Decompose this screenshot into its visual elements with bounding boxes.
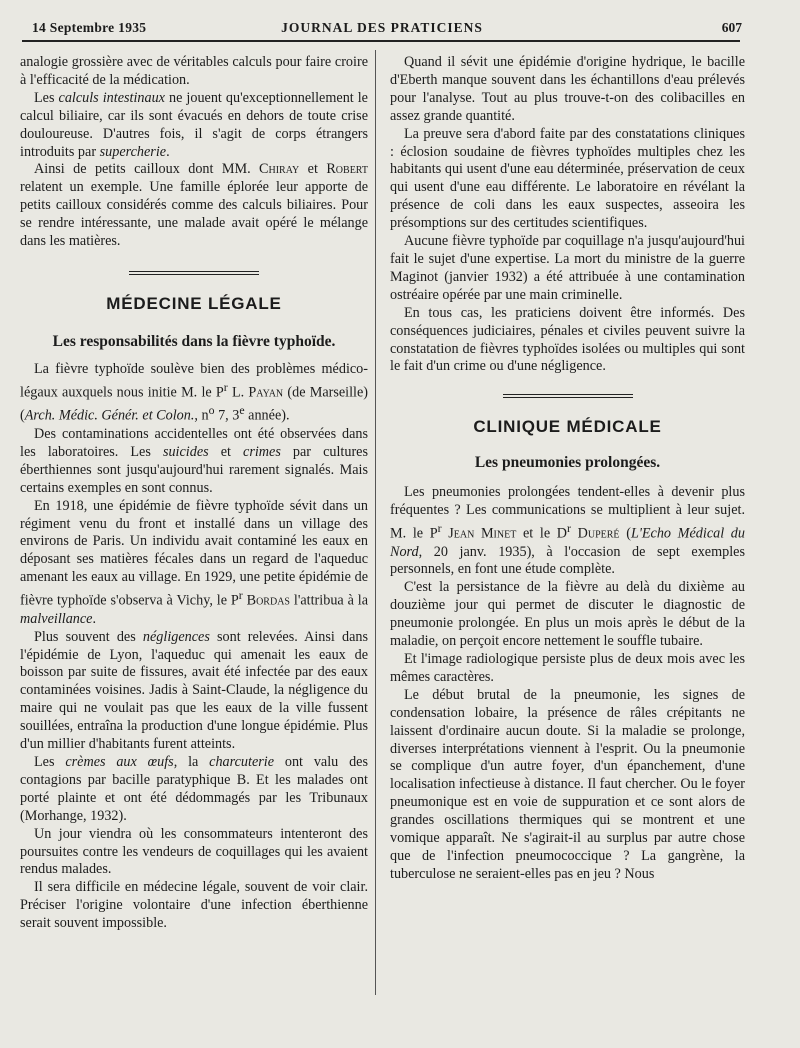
paragraph: La preuve sera d'abord faite par des constatations cliniques : éclosion soudaine de fièvres typhoïdes multiples chez les habitants qui usent d'une eau déterminée, préservation de ceux qui usent d'une eau différente. Le laboratoire en révélant la présence de coli dans les eaux suspectes, asseoira les présomptions sur des certitudes scientifiques. bbox=[390, 125, 745, 232]
page-header bbox=[22, 16, 742, 38]
paragraph: analogie grossière avec de véritables calculs pour faire croire à l'efficacité de la médication. bbox=[20, 54, 368, 88]
article-title: Les responsabilités dans la fièvre typhoïde. bbox=[52, 332, 336, 350]
journal-title: JOURNAL DES PRATICIENS bbox=[281, 20, 483, 35]
paragraph: Les crèmes aux œufs, la charcuterie ont valu des contagions par bacille paratyphique B. Et les malades ont porté plainte et ont été dédommagés par les Tribunaux (Morhange, 1932). bbox=[20, 754, 369, 824]
section-title-clinique-medicale: CLINIQUE MÉDICALE bbox=[473, 417, 662, 437]
paragraph: Aucune fièvre typhoïde par coquillage n'a jusqu'aujourd'hui fait le sujet d'une expertise. La mort du ministre de la guerre Maginot (janvier 1932) a été attribuée à une contamination ostréaire opérée par une main criminelle. bbox=[390, 233, 745, 303]
page-number: 607 bbox=[721, 20, 742, 35]
paragraph: Les pneumonies prolongées tendent-elles à devenir plus fréquentes ? Les communications se multiplient à leur sujet. M. le $P^r$ Jean Minet et le $D^r$ Duperé (L'Echo Médical du Nord, 20 janv. 1935), à l'occasion de sept exemples personnels, en font une étude complète. bbox=[390, 484, 745, 578]
paragraph: C'est la persistance de la fièvre au delà du dixième au douzième jour qui permet de discuter le diagnostic de pneumonie prolongée. En plus un mois après le début de la maladie, on perçoit encore nettement le souffle tubaire. bbox=[390, 579, 745, 650]
paragraph: Quand il sévit une épidémie d'origine hydrique, le bacille d'Eberth manque souvent dans les échantillons d'eau prélevés pour l'analyse. Tout au plus trouve-t-on des colibacilles en assez grande quantité. bbox=[390, 54, 745, 124]
section-title-medecine-legale: MÉDECINE LÉGALE bbox=[106, 293, 282, 313]
article-title: Les pneumonies prolongées. bbox=[474, 454, 661, 472]
left-column bbox=[20, 54, 368, 933]
paragraph: Il sera difficile en médecine légale, souvent de voir clair. Préciser l'origine volontaire d'une infection éberthienne serait souvent impossible. bbox=[20, 879, 368, 932]
column-divider bbox=[375, 50, 376, 995]
issue-date: 14 Septembre 1935 bbox=[32, 20, 147, 35]
right-column bbox=[390, 54, 745, 884]
paragraph: La fièvre typhoïde soulève bien des problèmes médico-légaux auxquels nous initie M. le $P^r$ L. Payan (de Marseille) (Arch. Médic. Génér. et Colon., $n^o$ 7, 3e année). bbox=[20, 360, 369, 425]
header-rule bbox=[22, 40, 740, 42]
paragraph: Plus souvent des négligences sont relevées. Ainsi dans l'épidémie de Lyon, l'aqueduc qui amenait les eaux de boisson par suite de fissures, avait été infectée par des eaux contaminées voisines. Jadis à Saint-Claude, la négligence du maire qui ne voulait pas que les eaux de la ville fussent souillées, entraîna la production d'une longue épidémie. Plus d'un millier d'habitants furent atteints. bbox=[20, 628, 369, 753]
paragraph: En 1918, une épidémie de fièvre typhoïde sévit dans un régiment venu du front et installé dans un village des environs de Paris. Un individu avait contaminé les eaux en déposant ses matières fécales dans un regard de l'aqueduc amenant les eaux au village. En 1929, une petite épidémie de fièvre typhoïde s'observa à Vichy, le $P^r$ Bordas l'attribua à la malveillance. bbox=[20, 497, 368, 627]
paragraph: Les calculs intestinaux ne jouent qu'exceptionnellement le calcul biliaire, car ils sont évacués en dehors de toute crise douloureuse. D'autres fois, il s'agit de corps étrangers introduits par supercherie. bbox=[20, 89, 368, 160]
paragraph: En tous cas, les praticiens doivent être informés. Des conséquences judiciaires, pénales et civiles peuvent suivre la constatation de fièvres typhoïdes isolées ou multiples qui sont le fait d'un crime ou d'une négligence. bbox=[390, 304, 745, 375]
paragraph: Des contaminations accidentelles ont été observées dans les laboratoires. Les suicides et crimes par cultures éberthiennes sont jusqu'aujourd'hui rarement signalés. Mais certains exemples en sont connus. bbox=[20, 425, 368, 496]
paragraph: Et l'image radiologique persiste plus de deux mois avec les mêmes caractères. bbox=[390, 651, 745, 685]
paragraph: Un jour viendra où les consommateurs intenteront des poursuites contre les vendeurs de coquillages qui les avaient rendus malades. bbox=[20, 825, 368, 878]
paragraph: Le début brutal de la pneumonie, les signes de condensation lobaire, la présence de râles crépitants ne laissent d'ordinaire aucun doute. Si la maladie se prolonge, diverses interprétations viennent à l'esprit. Ou la pneumonie se complique d'un autre foyer, d'un épanchement, d'une localisation infectieuse à distance. Il faut chercher. Ou le foyer pneumonique est en voie de suppuration et ce sont alors de grandes oscillations thermiques qui se montrent et une vomique apparaît. Ne s'agirait-il au surplus par autre chose que de l'infection pneumococcique ? La gangrène, la tuberculose ne seraient-elles pas en jeu ? Nous bbox=[390, 686, 745, 882]
paragraph: Ainsi de petits cailloux dont MM. Chiray et Robert relatent un exemple. Une famille éplorée leur apporte de petits cailloux considérés comme des calculs biliaires. Pour se rendre intéressante, une malade avait opéré le mélange dans les matières. bbox=[20, 161, 368, 250]
